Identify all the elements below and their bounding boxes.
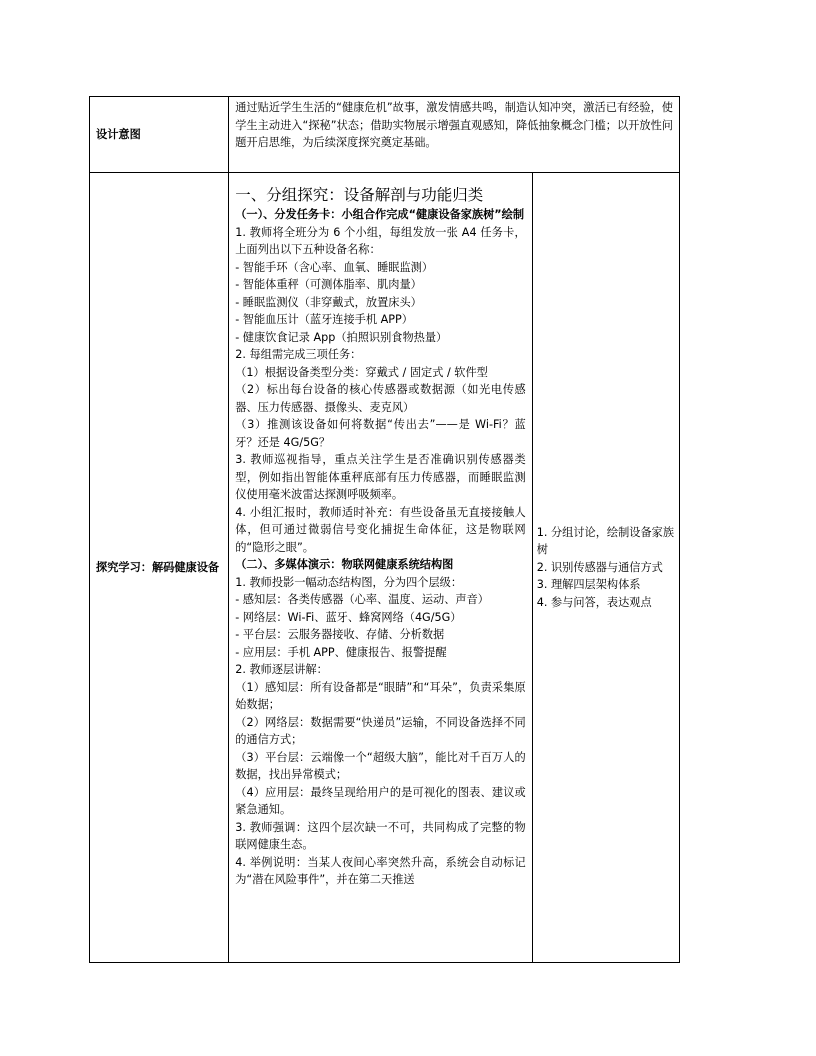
paragraph-line: （3）平台层：云端像一个“超级大脑”，能比对千百万人的数据，找出异常模式； [235,750,526,781]
paragraph-line: - 健康饮食记录 App（拍照识别食物热量） [235,330,448,344]
paragraph-line: 2. 每组需完成三项任务： [235,348,362,361]
paragraph-line: - 睡眠监测仪（非穿戴式，放置床头） [235,295,422,309]
paragraph-line: - 网络层：Wi-Fi、蓝牙、蜂窝网络（4G/5G） [235,610,462,624]
paragraph-line: （1）根据设备类型分类：穿戴式 / 固定式 / 软件型 [235,365,488,379]
paragraph-line: 3. 教师强调：这四个层次缺一不可，共同构成了完整的物联网健康生态。 [235,820,526,851]
paragraph-line: 4. 举例说明：当某人夜间心率突然升高，系统会自动标记为“潜在风险事件”，并在第二天推送 [235,855,526,886]
explore-learning-row [90,173,680,963]
student-activity-cell [532,173,679,963]
paragraph-line: 1. 教师投影一幅动态结构图，分为四个层级： [235,575,463,589]
student-activity-item: 1. 分组讨论，绘制设备家族树 [536,525,675,557]
student-activity-item: 4. 参与问答，表达观点 [536,595,652,609]
paragraph-line: - 智能体重秤（可测体脂率、肌肉量） [235,278,422,291]
paragraph-line: （4）应用层：最终呈现给用户的是可视化的图表、建议或紧急通知。 [235,785,526,816]
paragraph-line: 3. 教师巡视指导，重点关注学生是否准确识别传感器类型，例如指出智能体重秤底部有压力传感器，而睡眠监测仪使用毫米波雷达探测呼吸频率。 [235,453,526,501]
paragraph-line: - 智能血压计（蓝牙连接手机 APP） [235,313,413,326]
teacher-activity-cell [229,173,533,963]
paragraph-line: 2. 教师逐层讲解： [235,663,328,676]
explore-learning-label: 探究学习：解码健康设备 [90,173,229,963]
design-intent-label: 设计意图 [90,97,229,173]
section-heading: 一、分组探究：设备解剖与功能归类 [235,186,484,204]
paragraph-line: - 平台层：云服务器接收、存储、分析数据 [235,628,445,641]
subsection-2-body [235,574,526,889]
paragraph-line: - 应用层：手机 APP、健康报告、报警提醒 [235,645,447,659]
paragraph-line: - 智能手环（含心率、血氧、睡眠监测） [235,260,434,274]
subsection-title-2: （二）、多媒体演示：物联网健康系统结构图 [235,558,454,571]
paragraph-line: （1）感知层：所有设备都是“眼睛”和“耳朵”，负责采集原始数据； [235,680,526,711]
lesson-plan-table [89,96,680,963]
paragraph-line: 4. 小组汇报时，教师适时补充：有些设备虽无直接接触人体，但可通过微弱信号变化捕捉生命体征，这是物联网的“隐形之眼”。 [235,505,526,554]
design-intent-text: 通过贴近学生生活的“健康危机”故事，激发情感共鸣，制造认知冲突，激活已有经验，使学生主动进入“探秘”状态；借助实物展示增强直观感知，降低抽象概念门槛；以开放性问题开启思维，为后续深度探究奠定基础。 [229,97,680,173]
paragraph-line: 1. 教师将全班分为 6 个小组，每组发放一张 A4 任务卡，上面列出以下五种设备名称： [235,225,526,256]
paragraph-line: （2）标出每台设备的核心传感器或数据源（如光电传感器、压力传感器、摄像头、麦克风） [235,383,526,414]
student-activity-item: 3. 理解四层架构体系 [536,578,641,592]
design-intent-row [90,97,680,173]
paragraph-line: - 感知层：各类传感器（心率、温度、运动、声音） [235,593,489,606]
subsection-1-body [235,224,526,557]
paragraph-line: （3）推测该设备如何将数据“传出去”——是 Wi-Fi？蓝牙？还是 4G/5G？ [235,418,526,449]
paragraph-line: （2）网络层：数据需要“快递员”运输，不同设备选择不同的通信方式； [235,715,526,746]
student-activity-item: 2. 识别传感器与通信方式 [536,560,663,574]
subsection-title-1: （一）、分发任务卡：小组合作完成“健康设备家族树”绘制 [235,208,525,221]
